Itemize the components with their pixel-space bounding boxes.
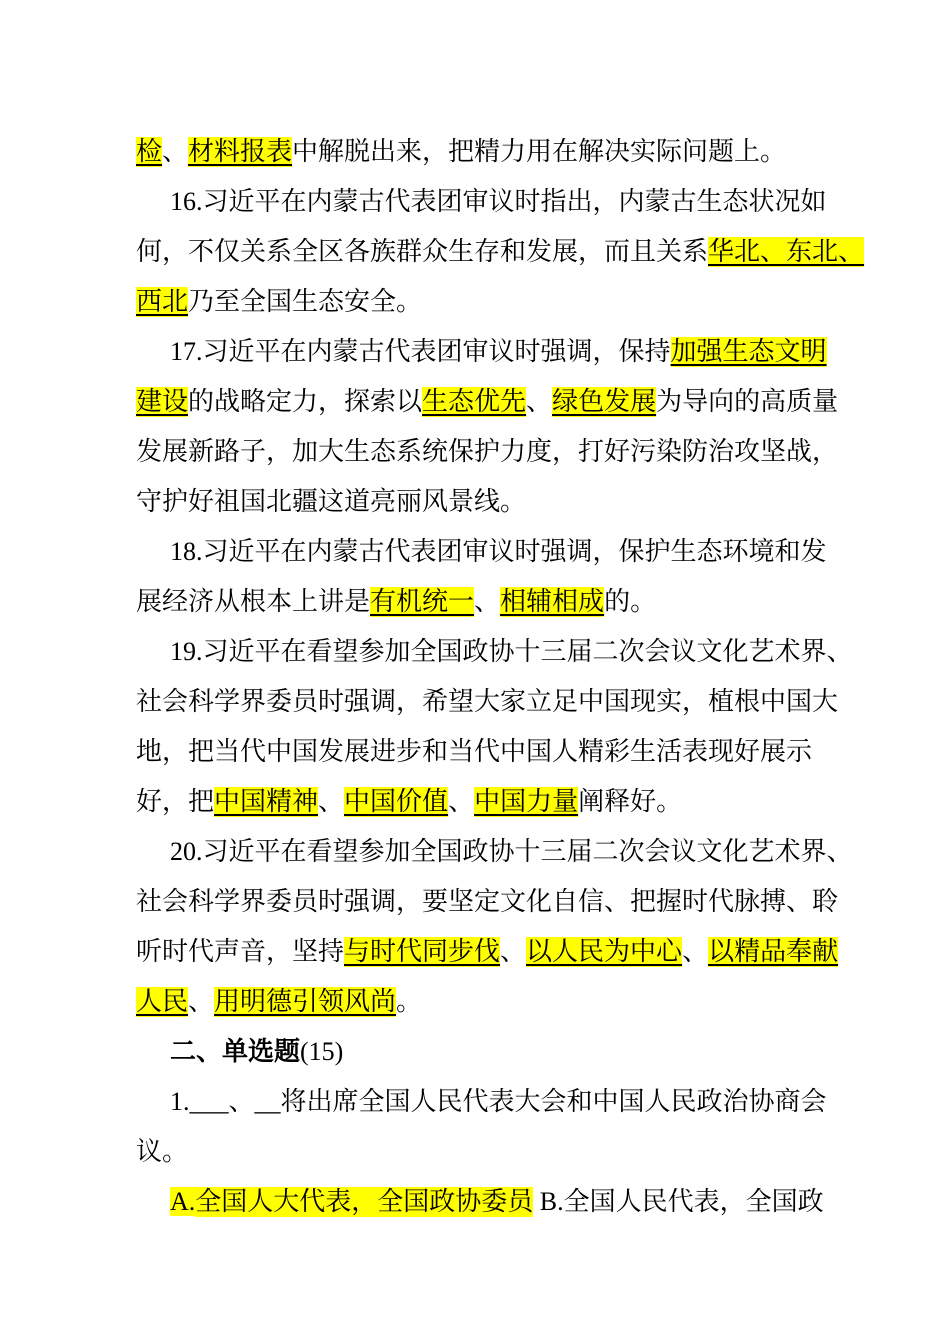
highlighted-text: 相辅相成 xyxy=(500,587,605,617)
highlighted-text: 中国价值 xyxy=(344,787,449,817)
text-span: 的。 xyxy=(604,587,657,617)
highlighted-text: 材料报表 xyxy=(188,137,293,167)
text-line xyxy=(136,686,838,718)
text-line xyxy=(136,886,838,918)
highlighted-text: 、 xyxy=(838,237,865,267)
text-span: 18. xyxy=(170,537,203,566)
text-span: 、 xyxy=(682,937,709,967)
highlighted-text: 有机统一 xyxy=(370,587,475,617)
text-line xyxy=(170,836,853,868)
text-span: 中解脱出来，把精力用在解决实际问题上。 xyxy=(292,137,787,167)
text-span: 地，把当代中国发展进步和当代中国人精彩生活表现好展示 xyxy=(136,737,813,767)
highlighted-text: 、 xyxy=(760,237,787,267)
text-line xyxy=(170,1036,343,1068)
highlighted-text: 全国人大代表，全国政协委员 xyxy=(195,1187,534,1217)
text-span: 、 xyxy=(318,787,345,817)
text-span: 乃至全国生态安全。 xyxy=(188,287,423,317)
text-line xyxy=(170,186,827,218)
text-span: 、 xyxy=(162,137,189,167)
text-span: 、 xyxy=(448,787,475,817)
text-line xyxy=(170,536,827,568)
text-span: 习近平在内蒙古代表团审议时强调，保持 xyxy=(202,337,671,367)
text-line xyxy=(136,986,422,1018)
text-line xyxy=(136,586,656,618)
text-span: 习近平在看望参加全国政协十三届二次会议文化艺术界、 xyxy=(202,837,853,867)
text-span: 社会科学界委员时强调，要坚定文化自信、把握时代脉搏、聆 xyxy=(136,887,839,917)
highlighted-text: 华北 xyxy=(708,237,761,267)
highlighted-text: 建设 xyxy=(136,387,189,417)
highlighted-text: A. xyxy=(170,1187,196,1216)
highlighted-text: 加强生态文明 xyxy=(670,337,827,367)
text-span: 习近平在内蒙古代表团审议时指出，内蒙古生态状况如 xyxy=(202,187,827,217)
highlighted-text: 绿色发展 xyxy=(552,387,657,417)
text-line xyxy=(170,336,827,368)
text-span: 的战略定力，探索以 xyxy=(188,387,423,417)
text-span: 1. xyxy=(170,1087,190,1116)
text-line xyxy=(170,1186,824,1218)
text-line xyxy=(136,436,838,468)
text-span: 何，不仅关系全区各族群众生存和发展，而且关系 xyxy=(136,237,709,267)
text-line xyxy=(136,486,526,518)
text-line xyxy=(136,286,422,318)
text-span: 习近平在看望参加全国政协十三届二次会议文化艺术界、 xyxy=(202,637,853,667)
highlighted-text: 与时代同步伐 xyxy=(344,937,501,967)
text-span: (15) xyxy=(300,1037,344,1066)
text-line xyxy=(136,786,682,818)
text-span: 习近平在内蒙古代表团审议时强调，保护生态环境和发 xyxy=(202,537,827,567)
highlighted-text: 生态优先 xyxy=(422,387,527,417)
text-line xyxy=(136,936,838,968)
text-span: 19. xyxy=(170,637,203,666)
text-line xyxy=(136,1136,188,1168)
text-span: 社会科学界委员时强调，希望大家立足中国现实，植根中国大 xyxy=(136,687,839,717)
text-span: 17. xyxy=(170,337,203,366)
highlighted-text: 人民 xyxy=(136,987,189,1017)
text-span: 为导向的高质量 xyxy=(656,387,839,417)
text-span: 。 xyxy=(396,987,423,1017)
text-span: __ xyxy=(254,1087,281,1116)
text-span: 阐释好。 xyxy=(578,787,683,817)
highlighted-text: 中国精神 xyxy=(214,787,319,817)
highlighted-text: 西北 xyxy=(136,287,189,317)
highlighted-text: 检 xyxy=(136,137,163,167)
text-span: 、 xyxy=(526,387,553,417)
text-span: 全国人民代表，全国政 xyxy=(563,1187,824,1217)
text-span: 、 xyxy=(188,987,215,1017)
text-span: ___ xyxy=(189,1087,229,1116)
highlighted-text: 以精品奉献 xyxy=(708,937,839,967)
text-span: 、 xyxy=(500,937,527,967)
text-line xyxy=(136,236,864,268)
text-span: 听时代声音，坚持 xyxy=(136,937,345,967)
text-span: 将出席全国人民代表大会和中国人民政治协商会 xyxy=(280,1087,827,1117)
highlighted-text: 用明德引领风尚 xyxy=(214,987,397,1017)
text-line xyxy=(136,386,838,418)
text-span: 二、单选题 xyxy=(170,1037,301,1067)
text-span: 、 xyxy=(228,1087,255,1117)
text-span: 展经济从根本上讲是 xyxy=(136,587,371,617)
text-span: 20. xyxy=(170,837,203,866)
text-span: 守护好祖国北疆这道亮丽风景线。 xyxy=(136,487,527,517)
text-span: 16. xyxy=(170,187,203,216)
highlighted-text: 以人民为中心 xyxy=(526,937,683,967)
highlighted-text: 东北 xyxy=(786,237,839,267)
highlighted-text: 中国力量 xyxy=(474,787,579,817)
text-span: 、 xyxy=(474,587,501,617)
text-span: 发展新路子，加大生态系统保护力度，打好污染防治攻坚战， xyxy=(136,437,839,467)
text-line xyxy=(136,136,786,168)
text-span: B. xyxy=(533,1187,564,1216)
text-span: 好，把 xyxy=(136,787,215,817)
text-line xyxy=(170,636,853,668)
text-line xyxy=(170,1086,827,1118)
text-span: 议。 xyxy=(136,1137,189,1167)
text-line xyxy=(136,736,812,768)
